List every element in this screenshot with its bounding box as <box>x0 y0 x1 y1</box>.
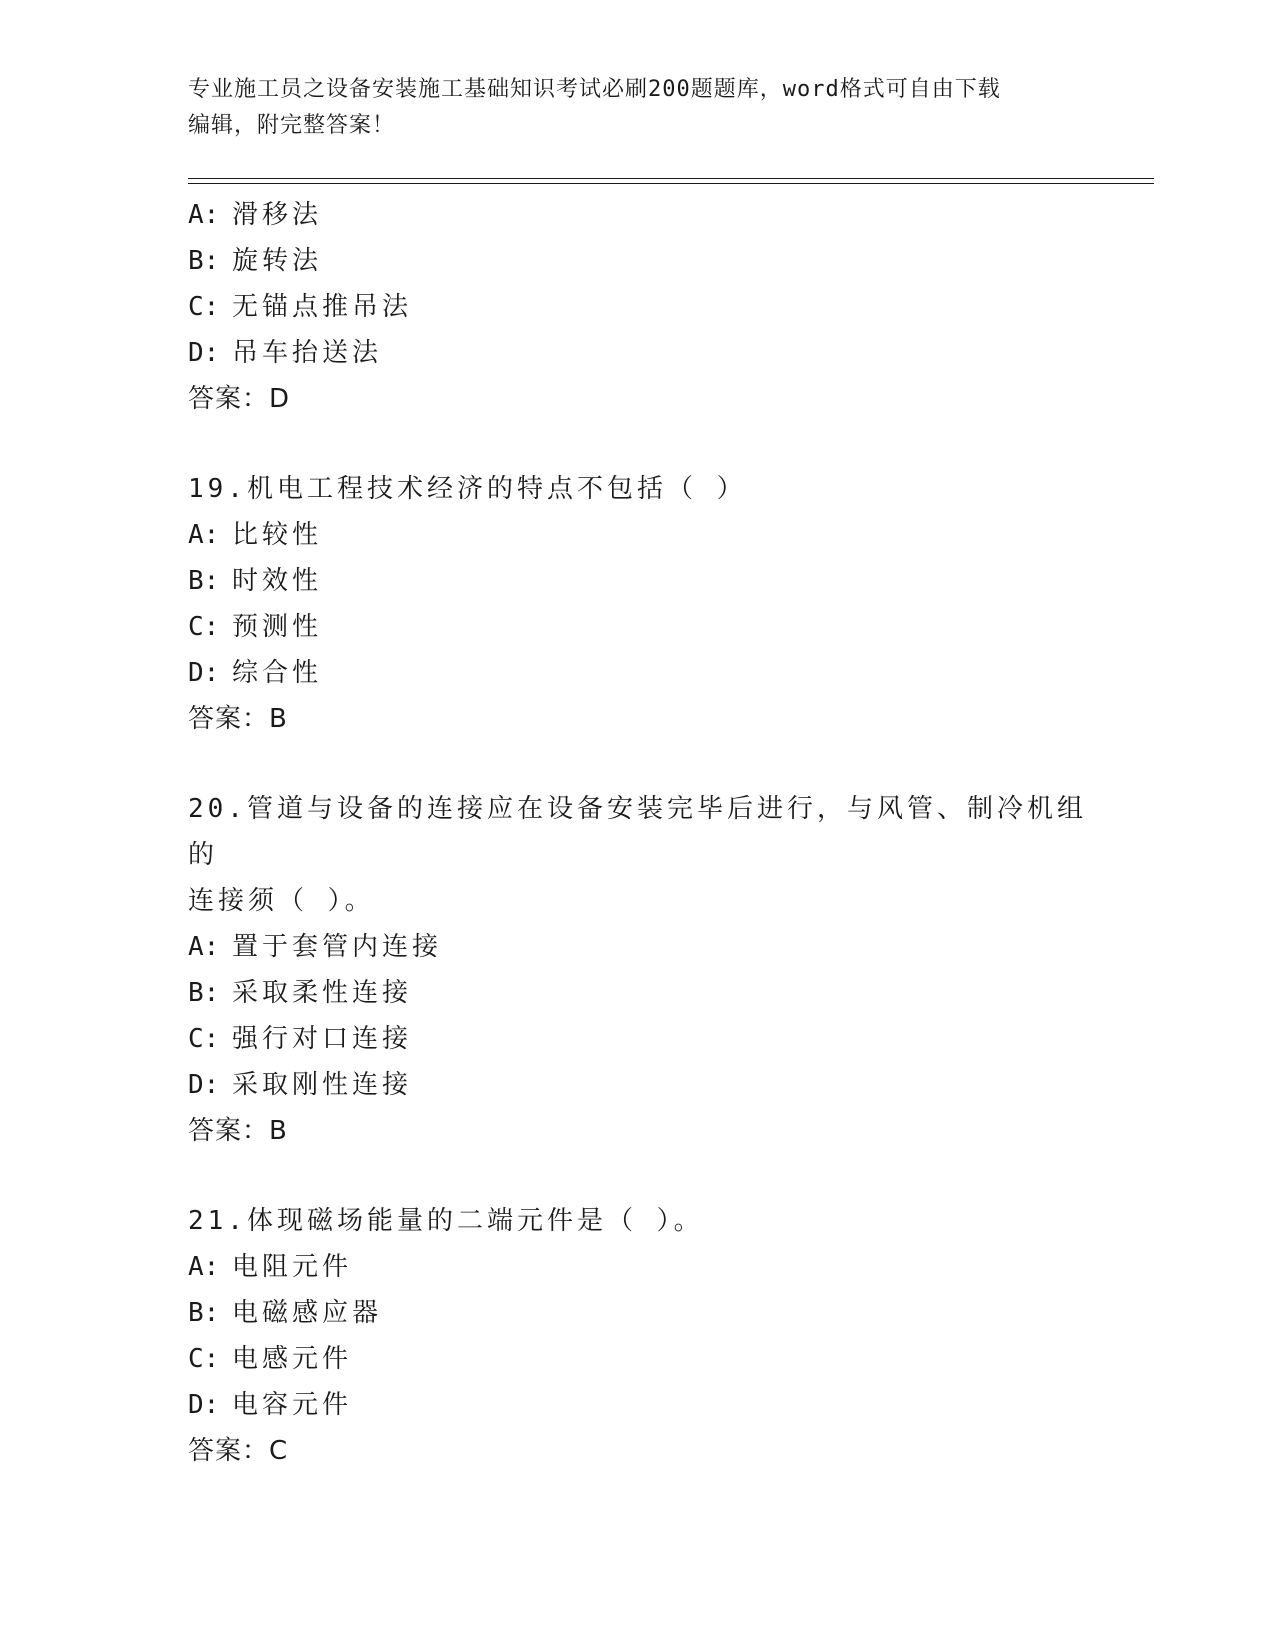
option-key: A: <box>188 1252 220 1282</box>
option-key: B: <box>188 246 220 276</box>
option-b <box>188 238 1088 284</box>
question-stem: 21.体现磁场能量的二端元件是（ ）。 <box>188 1206 704 1236</box>
option-text: 无锚点推吊法 <box>232 292 413 322</box>
option-a <box>188 512 1088 558</box>
option-key: D: <box>188 658 220 688</box>
option-b <box>188 558 1088 604</box>
option-key: C: <box>188 1344 220 1374</box>
option-key: A: <box>188 200 220 230</box>
option-c <box>188 284 1088 330</box>
question-stem: 19.机电工程技术经济的特点不包括（ ） <box>188 474 747 504</box>
option-text: 电阻元件 <box>232 1252 353 1282</box>
option-key: B: <box>188 978 220 1008</box>
option-text: 电磁感应器 <box>232 1298 383 1328</box>
option-text: 旋转法 <box>232 246 323 276</box>
question-20 <box>188 786 1088 1154</box>
option-key: D: <box>188 1390 220 1420</box>
header-divider-top <box>188 178 1154 179</box>
option-text: 时效性 <box>232 566 323 596</box>
question-21 <box>188 1198 1088 1474</box>
option-key: C: <box>188 612 220 642</box>
question-stem-line-1: 20.管道与设备的连接应在设备安装完毕后进行，与风管、制冷机组的 <box>188 794 1087 870</box>
option-text: 电感元件 <box>232 1344 353 1374</box>
question-list <box>188 192 1088 1474</box>
answer-line: 答案：C <box>188 1436 289 1466</box>
option-text: 预测性 <box>232 612 323 642</box>
option-d <box>188 1062 1088 1108</box>
option-text: 滑移法 <box>232 200 323 230</box>
answer-line: 答案：B <box>188 1116 288 1146</box>
question-19 <box>188 466 1088 742</box>
answer-line: 答案：B <box>188 704 288 734</box>
option-text: 强行对口连接 <box>232 1024 413 1054</box>
option-a <box>188 192 1088 238</box>
option-text: 吊车抬送法 <box>232 338 383 368</box>
option-text: 采取柔性连接 <box>232 978 413 1008</box>
option-key: C: <box>188 292 220 322</box>
header-line-1: 专业施工员之设备安装施工基础知识考试必刷200题题库，word格式可自由下载 <box>188 77 1001 102</box>
option-key: A: <box>188 520 220 550</box>
option-key: C: <box>188 1024 220 1054</box>
option-a <box>188 924 1088 970</box>
option-text: 综合性 <box>232 658 323 688</box>
question-18-options <box>188 192 1088 422</box>
option-key: D: <box>188 338 220 368</box>
option-d <box>188 650 1088 696</box>
header-divider-bottom <box>188 183 1154 184</box>
option-c <box>188 1336 1088 1382</box>
option-d <box>188 1382 1088 1428</box>
option-key: B: <box>188 1298 220 1328</box>
option-key: D: <box>188 1070 220 1100</box>
option-d <box>188 330 1088 376</box>
option-text: 电容元件 <box>232 1390 353 1420</box>
header-line-2: 编辑，附完整答案！ <box>188 113 396 138</box>
question-stem-line-2: 连接须（ ）。 <box>188 886 375 916</box>
option-b <box>188 970 1088 1016</box>
option-text: 置于套管内连接 <box>232 932 443 962</box>
option-b <box>188 1290 1088 1336</box>
option-a <box>188 1244 1088 1290</box>
option-text: 比较性 <box>232 520 323 550</box>
answer-line: 答案：D <box>188 384 291 414</box>
option-text: 采取刚性连接 <box>232 1070 413 1100</box>
option-c <box>188 604 1088 650</box>
option-key: B: <box>188 566 220 596</box>
document-header <box>188 72 1068 144</box>
option-c <box>188 1016 1088 1062</box>
option-key: A: <box>188 932 220 962</box>
